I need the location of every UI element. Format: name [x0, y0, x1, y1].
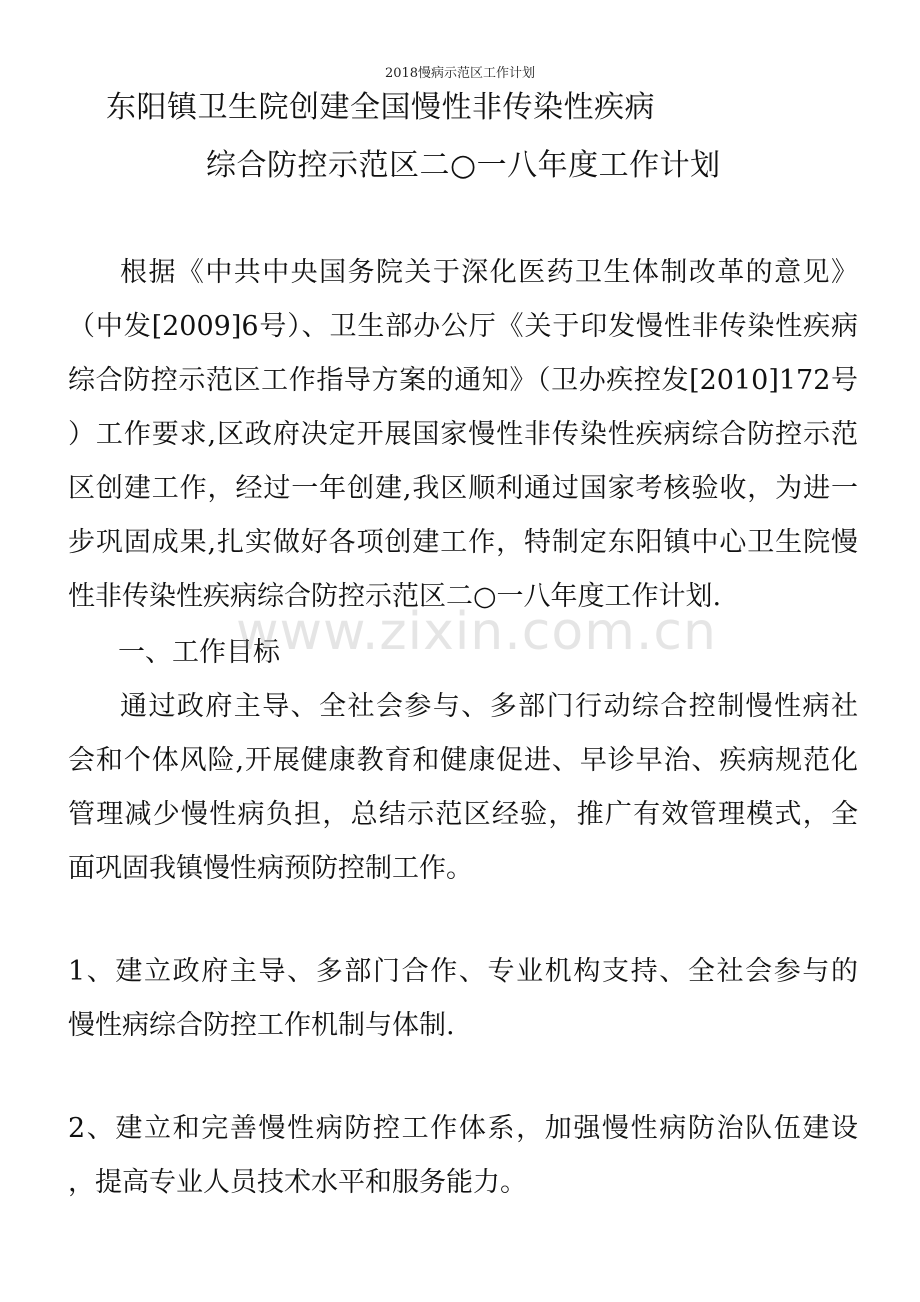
intro-paragraph-line: 根据《中共中央国务院关于深化医药卫生体制改革的意见》 — [120, 257, 858, 288]
section-heading-work-goals: 一、工作目标 — [118, 637, 280, 668]
intro-paragraph-line: 性非传染性疾病综合防控示范区二○一八年度工作计划. — [68, 581, 722, 612]
intro-paragraph-line: （中发[2009]6号）、卫生部办公厅《关于印发慢性非传染性疾病 — [68, 311, 858, 342]
goal-paragraph-line: 管理减少慢性病负担，总结示范区经验，推广有效管理模式，全 — [68, 799, 858, 830]
goal-paragraph-line: 会和个体风险,开展健康教育和健康促进、早诊早治、疾病规范化 — [68, 745, 858, 776]
list-item-2-line: 2、建立和完善慢性病防控工作体系，加强慢性病防治队伍建设 — [68, 1113, 858, 1144]
goal-paragraph-line: 面巩固我镇慢性病预防控制工作。 — [68, 853, 473, 884]
running-header: 2018慢病示范区工作计划 — [384, 66, 536, 81]
intro-paragraph-line: 综合防控示范区工作指导方案的通知》（卫办疾控发[2010]172号 — [68, 365, 858, 396]
goal-paragraph-line: 通过政府主导、全社会参与、多部门行动综合控制慢性病社 — [120, 691, 858, 722]
list-item-1-line: 1、建立政府主导、多部门合作、专业机构支持、全社会参与的 — [68, 956, 858, 987]
watermark: www.zixin.com.cn — [236, 602, 717, 662]
intro-paragraph-line: 步巩固成果,扎实做好各项创建工作，特制定东阳镇中心卫生院慢 — [68, 527, 858, 558]
document-title-line-2: 综合防控示范区二○一八年度工作计划 — [206, 148, 721, 183]
document-title-line-1: 东阳镇卫生院创建全国慢性非传染性疾病 — [106, 90, 655, 125]
list-item-1-line: 慢性病综合防控工作机制与体制. — [68, 1010, 455, 1041]
intro-paragraph-line: 区创建工作，经过一年创建,我区顺利通过国家考核验收，为进一 — [68, 473, 858, 504]
list-item-2-line: ，提高专业人员技术水平和服务能力。 — [68, 1167, 527, 1198]
intro-paragraph-line: ）工作要求,区政府决定开展国家慢性非传染性疾病综合防控示范 — [68, 419, 858, 450]
